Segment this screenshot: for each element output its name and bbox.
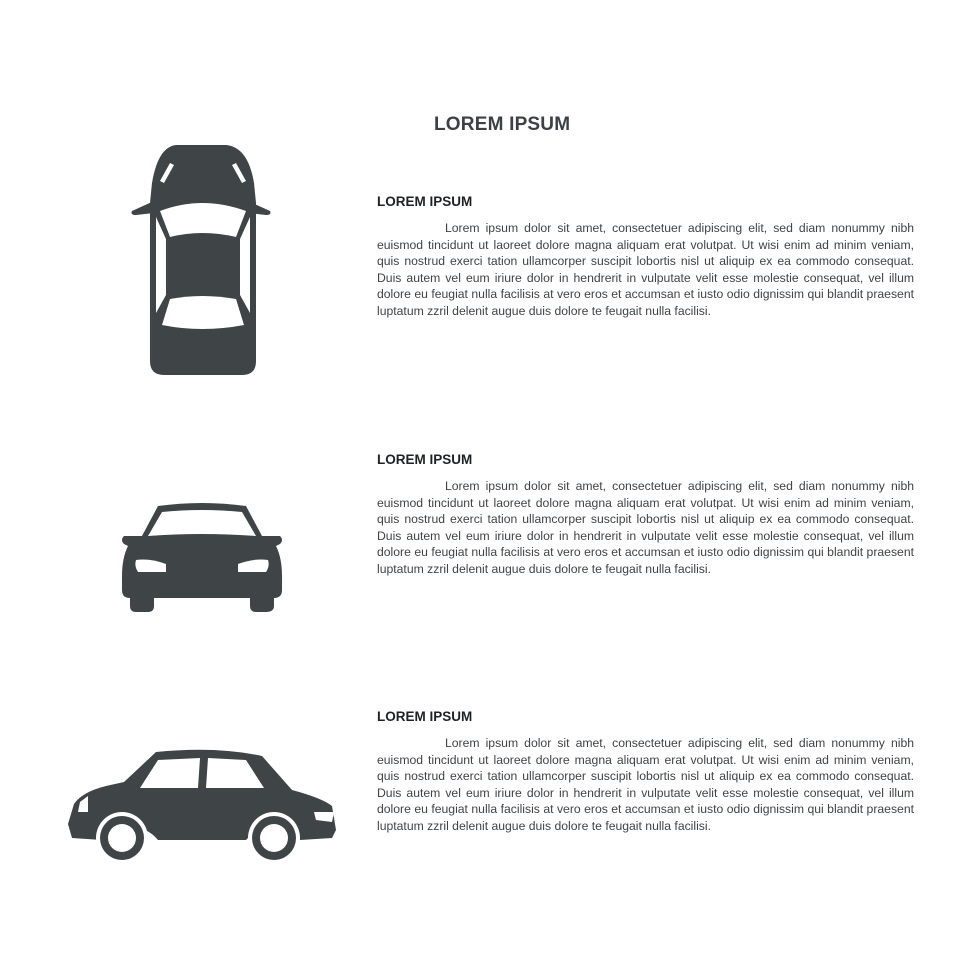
section-side-view xyxy=(377,709,914,835)
car-top-view-icon xyxy=(130,143,274,379)
section-body: Lorem ipsum dolor sit amet, consectetuer adipiscing elit, sed diam nonummy nibh euismod tincidunt ut laoreet dolore magna aliquam erat volutpat. Ut wisi enim ad minim veniam, quis nostrud exerci tation ullamcorper suscipit lobortis nisl ut aliquip ex ea commodo consequat. Duis autem vel eum iriure dolor in hendrerit in vulputate velit esse molestie consequat, vel illum dolore eu feugiat nulla facilisis at vero eros et accumsan et iusto odio dignissim qui blandit praesent luptatum zzril delenit augue duis dolore te feugait nulla facilisi. xyxy=(377,479,914,576)
car-front-view-icon xyxy=(118,500,286,614)
section-heading: LOREM IPSUM xyxy=(377,194,473,209)
section-heading: LOREM IPSUM xyxy=(377,452,473,467)
section-body: Lorem ipsum dolor sit amet, consectetuer adipiscing elit, sed diam nonummy nibh euismod tincidunt ut laoreet dolore magna aliquam erat volutpat. Ut wisi enim ad minim veniam, quis nostrud exerci tation ullamcorper suscipit lobortis nisl ut aliquip ex ea commodo consequat. Duis autem vel eum iriure dolor in hendrerit in vulputate velit esse molestie consequat, vel illum dolore eu feugiat nulla facilisis at vero eros et accumsan et iusto odio dignissim qui blandit praesent luptatum zzril delenit augue duis dolore te feugait nulla facilisi. xyxy=(377,736,914,833)
section-front-view xyxy=(377,452,914,578)
car-side-view-icon xyxy=(66,746,338,866)
section-heading: LOREM IPSUM xyxy=(377,709,473,724)
page-title: LOREM IPSUM xyxy=(434,114,571,135)
section-top-view xyxy=(377,194,914,320)
section-body: Lorem ipsum dolor sit amet, consectetuer adipiscing elit, sed diam nonummy nibh euismod tincidunt ut laoreet dolore magna aliquam erat volutpat. Ut wisi enim ad minim veniam, quis nostrud exerci tation ullamcorper suscipit lobortis nisl ut aliquip ex ea commodo consequat. Duis autem vel eum iriure dolor in hendrerit in vulputate velit esse molestie consequat, vel illum dolore eu feugiat nulla facilisis at vero eros et accumsan et iusto odio dignissim qui blandit praesent luptatum zzril delenit augue duis dolore te feugait nulla facilisi. xyxy=(377,221,914,318)
